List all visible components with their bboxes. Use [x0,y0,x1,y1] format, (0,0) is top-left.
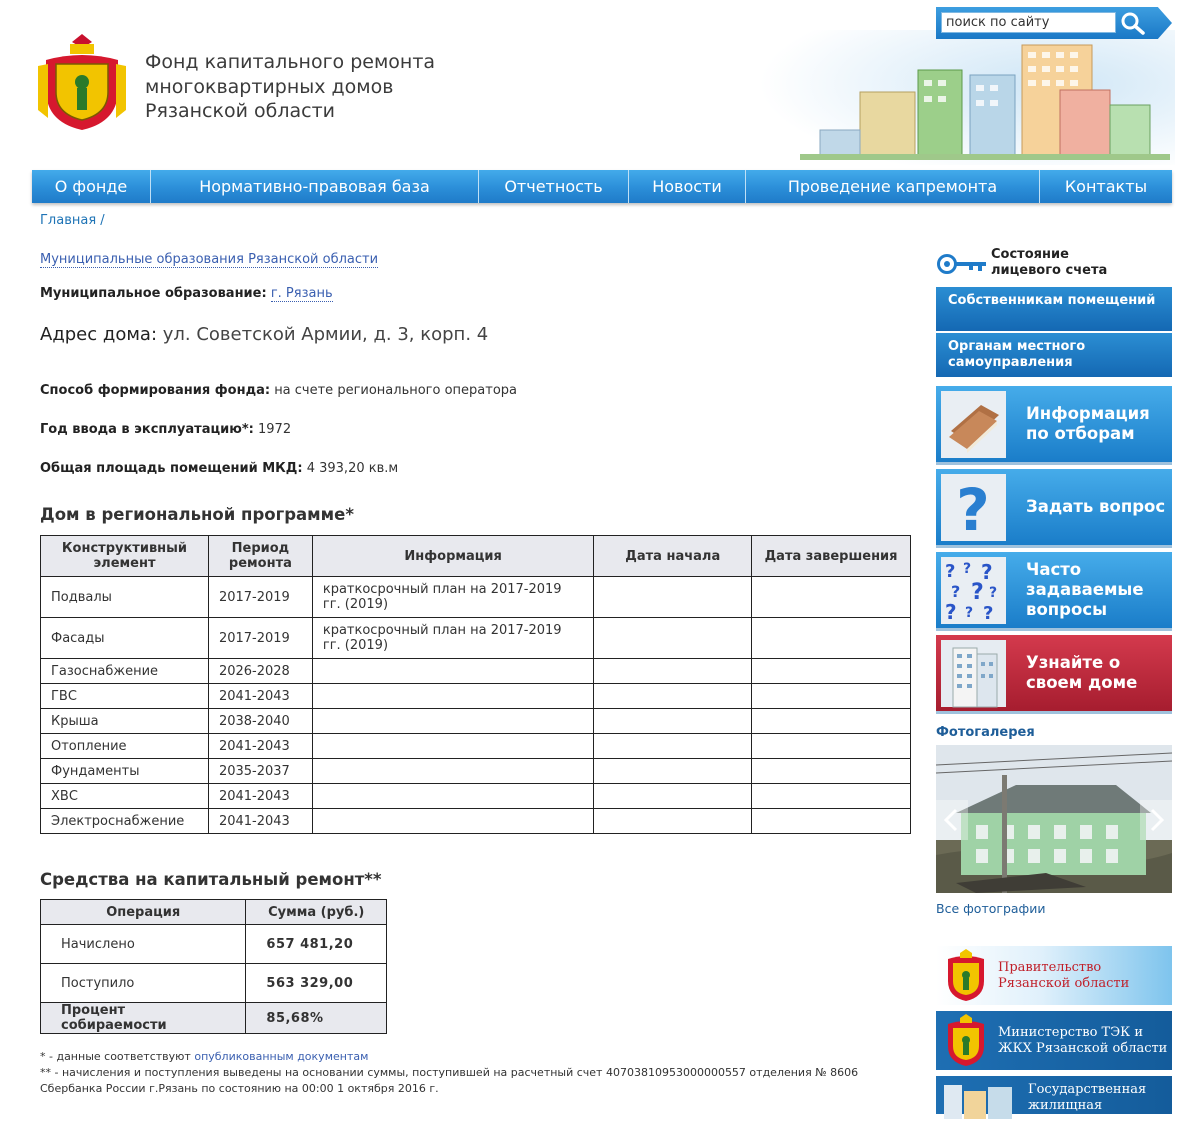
gallery-title: Фотогалерея [936,725,1035,740]
table-cell: 2035-2037 [208,759,312,784]
property-value: 1972 [258,422,292,437]
gallery-next-button[interactable] [1140,800,1172,840]
table-row [41,659,911,684]
svg-text:?: ? [951,582,961,601]
municipality-row [40,286,333,301]
tile-label: Информация по отборам [1026,404,1150,443]
table-row [41,709,911,734]
table-row [41,618,911,659]
table-cell: 2026-2028 [208,659,312,684]
funds-table [40,899,387,1034]
tile-selection-info[interactable] [936,386,1172,465]
banner-housing-inspection[interactable] [936,1076,1172,1129]
address-value: ул. Советской Армии, д. 3, корп. 4 [162,324,489,345]
table-cell: 2041-2043 [208,684,312,709]
search-input[interactable] [941,12,1116,33]
property-value: 4 393,20 кв.м [306,461,399,476]
table-cell [594,734,752,759]
footnotes [40,1049,900,1097]
main-nav [32,170,1172,203]
table-row [41,809,911,834]
property-label: Год ввода в эксплуатацию*: [40,422,254,437]
tile-about-house[interactable] [936,635,1172,714]
buildings-icon [940,1079,1020,1119]
table-row [41,684,911,709]
table-cell: ГВС [41,684,209,709]
column-header: Информация [312,536,594,577]
table-cell [594,759,752,784]
photo-gallery [936,745,1172,893]
table-cell: 2041-2043 [208,809,312,834]
table-cell [752,809,911,834]
table-cell: Поступило [41,964,246,1003]
banner-government[interactable] [936,946,1172,1005]
svg-text:?: ? [983,603,994,624]
table-row [41,964,387,1003]
table-total-row [41,1003,387,1034]
local-government-button[interactable]: Органам местного самоуправления [936,333,1172,377]
table-cell: Начислено [41,925,246,964]
nav-item-about[interactable]: О фонде [32,170,151,203]
program-table [40,535,911,834]
breadcrumb [40,213,105,228]
nav-item-reports[interactable]: Отчетность [479,170,629,203]
banner-label: Государственная жилищная инспекция [1028,1082,1147,1129]
footnote-text: * - данные соответствуют [40,1050,191,1063]
tile-faq[interactable] [936,552,1172,631]
table-cell: Электроснабжение [41,809,209,834]
property-value: на счете регионального оператора [274,383,518,398]
table-cell [752,684,911,709]
account-status-link[interactable] [936,247,1172,283]
table-cell: Крыша [41,709,209,734]
table-cell: краткосрочный план на 2017-2019 гг. (2019) [312,577,594,618]
table-cell: Фасады [41,618,209,659]
municipality-value-link[interactable]: г. Рязань [270,286,333,301]
table-header-row [41,536,911,577]
svg-text:?: ? [945,561,956,582]
owners-button[interactable]: Собственникам помещений [936,287,1172,331]
documents-icon [941,391,1006,458]
footnote-1 [40,1049,900,1065]
table-cell [312,759,594,784]
table-cell [312,709,594,734]
table-cell [312,734,594,759]
property-area [40,461,398,476]
table-cell: 2038-2040 [208,709,312,734]
table-cell: 2041-2043 [208,784,312,809]
building-icon [941,640,1006,707]
table-cell: Фундаменты [41,759,209,784]
question-icon [941,474,1006,544]
column-header: Операция [41,900,246,925]
column-header: Период ремонта [208,536,312,577]
column-header: Дата начала [594,536,752,577]
nav-item-legal-base[interactable]: Нормативно-правовая база [151,170,479,203]
table-cell [594,684,752,709]
svg-text:?: ? [981,560,993,584]
svg-text:?: ? [956,476,990,544]
table-cell [594,709,752,734]
table-cell: 85,68% [246,1003,387,1034]
table-cell: 563 329,00 [246,964,387,1003]
table-cell: 657 481,20 [246,925,387,964]
table-cell [752,734,911,759]
banner-label: Министерство ТЭК и ЖКХ Рязанской области [998,1024,1168,1056]
svg-text:?: ? [965,605,974,621]
search-icon[interactable] [1120,11,1146,35]
column-header: Сумма (руб.) [246,900,387,925]
table-cell [312,809,594,834]
city-illustration [760,30,1175,165]
nav-item-contacts[interactable]: Контакты [1064,177,1148,196]
table-cell [752,784,911,809]
banner-label: Правительство Рязанской области [998,959,1130,991]
key-icon [936,253,988,275]
municipality-label: Муниципальное образование: [40,286,267,301]
coat-of-arms-icon [940,949,992,1003]
address-label: Адрес дома: [40,324,158,345]
site-header [0,0,1177,170]
table-cell [312,784,594,809]
table-row [41,734,911,759]
footnote-2: ** - начисления и поступления выведены на основании суммы, поступившей на расчетный счет 40703810953000000557 отделения № 8606 Сбербанка России г.Рязань по состоянию на 00:00 1 октября 2016 г. [40,1066,859,1095]
nav-item-news[interactable]: Новости [629,170,746,203]
svg-text:?: ? [971,580,984,605]
gallery-photo[interactable] [936,745,1172,893]
column-header: Конструктивный элемент [41,536,209,577]
table-row [41,759,911,784]
table-cell [752,618,911,659]
table-cell: 2017-2019 [208,577,312,618]
faq-icon [941,557,1006,624]
table-cell: Газоснабжение [41,659,209,684]
municipalities-link[interactable]: Муниципальные образования Рязанской области [40,252,379,267]
banner-ministry[interactable] [936,1011,1172,1070]
site-title-line: Фонд капитального ремонта [145,51,436,73]
program-heading: Дом в региональной программе* [40,505,354,524]
table-row [41,925,387,964]
site-title-line: многоквартирных домов [145,75,394,98]
tile-label: Задать вопрос [1026,497,1166,516]
table-row [41,577,911,618]
all-photos-link[interactable]: Все фотографии [936,901,1046,916]
table-header-row [41,900,387,925]
table-cell: краткосрочный план на 2017-2019 гг. (2019) [312,618,594,659]
table-cell: Отопление [41,734,209,759]
table-cell [312,659,594,684]
account-status-label: Состояние лицевого счета [991,247,1108,278]
nav-item-capital-repair[interactable]: Проведение капремонта [746,170,1040,203]
property-year [40,422,291,437]
table-cell [752,577,911,618]
property-label: Способ формирования фонда: [40,383,271,398]
chevron-left-icon [936,800,968,840]
table-cell: ХВС [41,784,209,809]
coat-of-arms-logo[interactable] [32,30,132,134]
column-header: Дата завершения [752,536,911,577]
table-cell [594,577,752,618]
tile-label: Узнайте о своем доме [1026,653,1138,692]
svg-text:?: ? [945,600,957,624]
table-cell [312,684,594,709]
breadcrumb-home-link[interactable]: Главная / [40,213,105,228]
table-cell: 2017-2019 [208,618,312,659]
published-documents-link[interactable]: опубликованным документам [194,1050,369,1063]
table-cell [752,659,911,684]
tile-ask-question[interactable] [936,469,1172,548]
tile-label: Часто задаваемые вопросы [1026,560,1144,619]
svg-text:?: ? [989,585,998,601]
funds-heading: Средства на капитальный ремонт** [40,870,382,889]
coat-of-arms-icon [940,1014,992,1068]
house-address [40,324,488,345]
gallery-prev-button[interactable] [936,800,968,840]
chevron-right-icon [1140,800,1172,840]
table-cell: Подвалы [41,577,209,618]
site-title [145,50,435,124]
table-cell [752,759,911,784]
table-cell: Процент собираемости [41,1003,246,1034]
table-cell [594,659,752,684]
property-label: Общая площадь помещений МКД: [40,461,303,476]
svg-text:?: ? [963,561,972,577]
site-title-line: Рязанской области [145,100,335,122]
table-cell [752,709,911,734]
table-row [41,784,911,809]
property-fund-method [40,383,517,398]
table-cell [594,618,752,659]
table-cell: 2041-2043 [208,734,312,759]
table-cell [594,784,752,809]
search-box [936,7,1172,39]
table-cell [594,809,752,834]
